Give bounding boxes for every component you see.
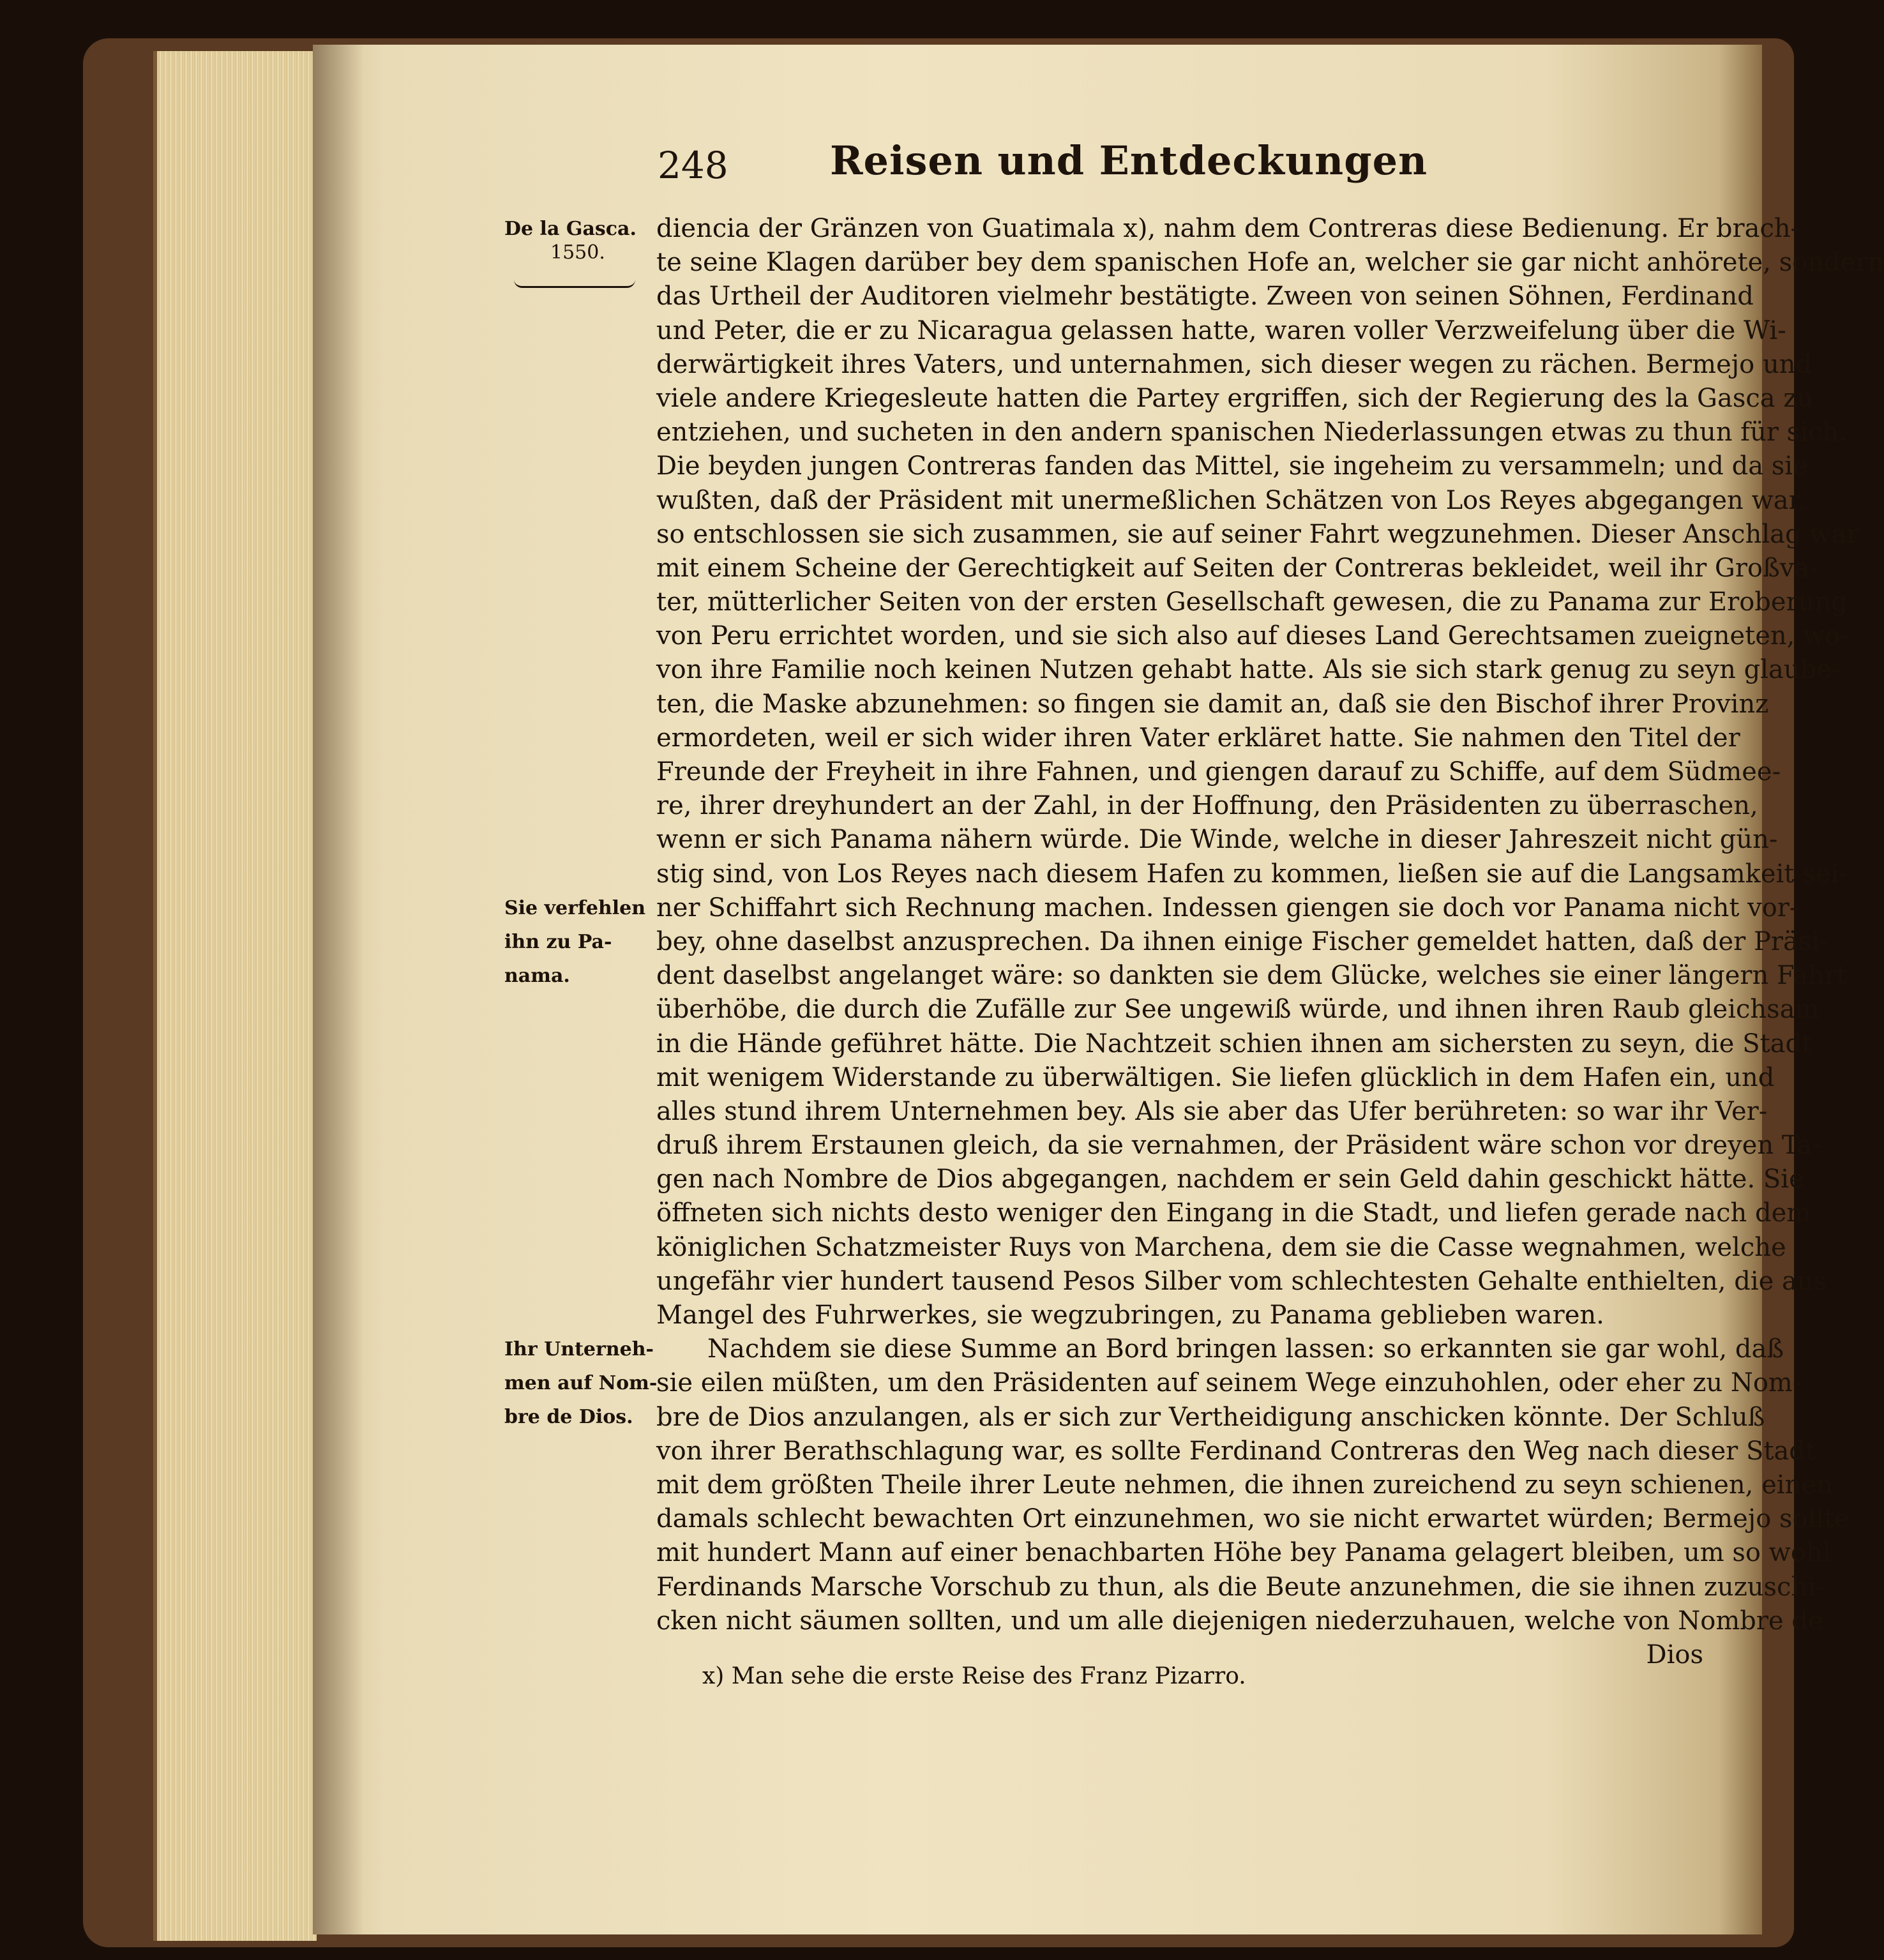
text-line: ter, mütterlicher Seiten von der ersten Gesellschaft gewesen, die zu Panama zur Eroberung (656, 587, 1848, 617)
text-line: druß ihrem Erstaunen gleich, da sie vernahmen, der Präsident wäre schon vor dreyen Ta- (656, 1131, 1821, 1161)
margin-note-nombre-de-dios (504, 1332, 658, 1434)
text-line: ermordeten, weil er sich wider ihren Vater erkläret hatte. Sie nahmen den Titel der (656, 723, 1740, 753)
text-line: damals schlecht bewachten Ort einzunehmen, wo sie nicht erwartet würden; Bermejo sollte (656, 1504, 1850, 1534)
text-line: mit dem größten Theile ihrer Leute nehmen, die ihnen zureichend zu seyn schienen, einen (656, 1470, 1833, 1500)
text-line: in die Hände geführet hätte. Die Nachtzeit schien ihnen am sichersten zu seyn, die Stadt (656, 1029, 1812, 1059)
text-line: Ferdinands Marsche Vorschub zu thun, als die Beute anzunehmen, die sie ihnen zuzuschi- (656, 1572, 1825, 1602)
text-line: mit hundert Mann auf einer benachbarten Höhe bey Panama gelagert bleiben, um so wohl (656, 1538, 1831, 1568)
text-line: ungefähr vier hundert tausend Pesos Silber vom schlechtesten Gehalte enthielten, die aus (656, 1266, 1827, 1296)
text-line: und Peter, die er zu Nicaragua gelassen hatte, waren voller Verzweifelung über die Wi- (656, 315, 1786, 345)
text-line: Die beyden jungen Contreras fanden das Mittel, sie ingeheim zu versammeln; und da sie (656, 451, 1808, 481)
text-line: Mangel des Fuhrwerkes, sie wegzubringen, zu Panama geblieben waren. (656, 1300, 1604, 1330)
text-line: diencia der Gränzen von Guatimala x), nahm dem Contreras diese Bedienung. Er brach- (656, 214, 1800, 243)
text-line: Freunde der Freyheit in ihre Fahnen, und giengen darauf zu Schiffe, auf dem Südmee- (656, 757, 1781, 787)
text-line: mit einem Scheine der Gerechtigkeit auf Seiten der Contreras bekleidet, weil ihr Großva- (656, 553, 1818, 583)
margin-note-line: nama. (504, 965, 570, 987)
running-head (658, 137, 1428, 195)
text-line: das Urtheil der Auditoren vielmehr bestätigte. Zween von seinen Söhnen, Ferdinand (656, 282, 1754, 312)
margin-note-line: Sie verfehlen (504, 897, 646, 919)
text-line: alles stund ihrem Unternehmen bey. Als sie aber das Ufer berühreten: so war ihr Ver- (656, 1096, 1768, 1126)
text-line: wußten, daß der Präsident mit unermeßlichen Schätzen von Los Reyes abgegangen war, (656, 485, 1807, 515)
page-number: 248 (658, 144, 728, 187)
text-line: königlichen Schatzmeister Ruys von Marchena, dem sie die Casse wegnahmen, welche (656, 1232, 1786, 1262)
text-line: bey, ohne daselbst anzusprechen. Da ihnen einige Fischer gemeldet hatten, daß der Präsi- (656, 926, 1828, 956)
text-line: mit wenigem Widerstande zu überwältigen. Sie liefen glücklich in dem Hafen ein, und (656, 1062, 1775, 1092)
text-line: gen nach Nombre de Dios abgegangen, nachdem er sein Geld dahin geschickt hätte. Sie (656, 1165, 1804, 1195)
text-line: so entschlossen sie sich zusammen, sie auf seiner Fahrt wegzunehmen. Dieser Anschlag war (656, 519, 1859, 549)
text-line: re, ihrer dreyhundert an der Zahl, in der Hoffnung, den Präsidenten zu überraschen, (656, 791, 1758, 821)
text-line: ner Schiffahrt sich Rechnung machen. Indessen giengen sie doch vor Panama nicht vor- (656, 893, 1798, 923)
text-line: überhöbe, die durch die Zufälle zur See ungewiß würde, und ihnen ihren Raub gleichsam (656, 995, 1820, 1025)
margin-note-line: Ihr Unterneh- (504, 1338, 654, 1361)
page-title: Reisen und Entdeckungen (830, 137, 1428, 184)
page-edges (153, 51, 317, 1941)
text-line: dent daselbst angelanget wäre: so dankten sie dem Glücke, welches sie einer längern Fahrt (656, 961, 1847, 991)
text-line: entziehen, und sucheten in den andern spanischen Niederlassungen etwas zu thun für sich. (656, 418, 1847, 448)
margin-note-line: bre de Dios. (504, 1406, 633, 1428)
text-line: bre de Dios anzulangen, als er sich zur Vertheidigung anschicken könnte. Der Schluß (656, 1402, 1765, 1432)
text-line: von ihrer Berathschlagung war, es sollte Ferdinand Contreras den Weg nach dieser Stadt (656, 1436, 1816, 1466)
text-line: öffneten sich nichts desto weniger den Eingang in die Stadt, und liefen gerade nach dem (656, 1198, 1811, 1228)
text-line: stig sind, von Los Reyes nach diesem Hafen zu kommen, ließen sie auf die Langsamkeit sei- (656, 859, 1848, 889)
text-line: ten, die Maske abzunehmen: so fingen sie damit an, daß sie den Bischof ihrer Provinz (656, 689, 1769, 719)
margin-note-line: men auf Nom- (504, 1372, 658, 1394)
catchword: Dios (1646, 1640, 1703, 1670)
margin-brace (514, 280, 635, 288)
text-line: Nachdem sie diese Summe an Bord bringen lassen: so erkannten sie gar wohl, daß (707, 1334, 1784, 1364)
text-line: wenn er sich Panama nähern würde. Die Winde, welche in dieser Jahreszeit nicht gün- (656, 825, 1778, 855)
text-line: von Peru errichtet worden, und sie sich also auf dieses Land Gerechtsamen zueigneten, wo- (656, 621, 1849, 651)
margin-year: 1550. (550, 241, 605, 264)
margin-note-line: ihn zu Pa- (504, 931, 612, 953)
text-line: von ihre Familie noch keinen Nutzen gehabt hatte. Als sie sich stark genug zu seyn glaube- (656, 655, 1841, 685)
margin-note-panama (504, 891, 654, 993)
text-line: derwärtigkeit ihres Vaters, und unternahmen, sich dieser wegen zu rächen. Bermejo und (656, 349, 1812, 379)
gutter-shadow (313, 45, 364, 1934)
text-line: sie eilen müßten, um den Präsidenten auf seinem Wege einzuhohlen, oder eher zu Nom- (656, 1368, 1802, 1398)
margin-header-label: De la Gasca. (504, 218, 637, 240)
footnote: x) Man sehe die erste Reise des Franz Pizarro. (702, 1663, 1246, 1689)
text-line: cken nicht säumen sollten, und um alle diejenigen niederzuhauen, welche von Nombre de (656, 1606, 1823, 1636)
text-line: te seine Klagen darüber bey dem spanischen Hofe an, welcher sie gar nicht anhörete, sondern (656, 248, 1884, 278)
text-line: viele andere Kriegesleute hatten die Partey ergriffen, sich der Regierung des la Gasca zu (656, 383, 1814, 413)
body-text (656, 212, 1884, 1672)
